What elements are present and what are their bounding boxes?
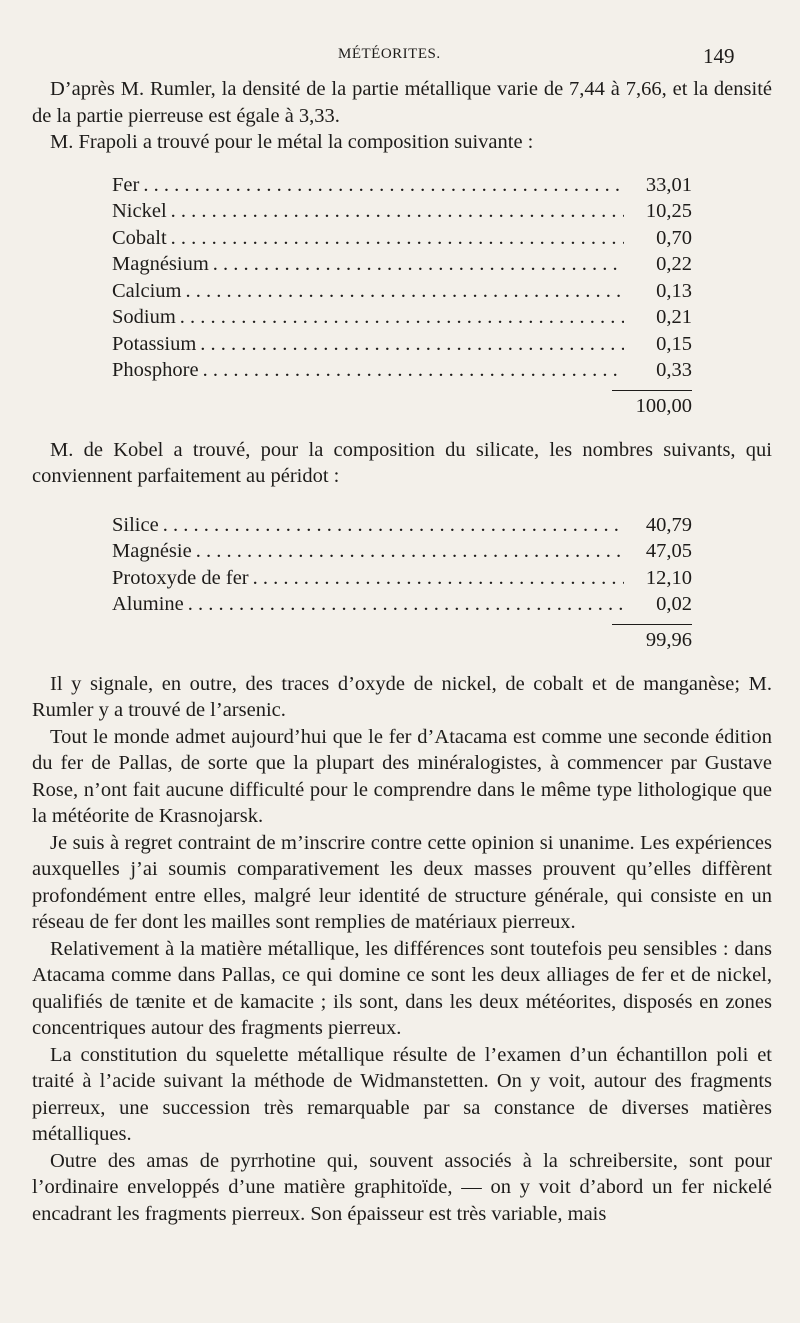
leader-dots [180,304,624,331]
table-total: 99,96 [645,628,692,651]
table-row [112,278,692,305]
leader-dots [171,198,624,225]
element-value: 0,33 [656,359,692,381]
compound-value: 12,10 [645,566,692,589]
compound-value: 0,02 [656,593,692,615]
paragraph: Il y signale, en outre, des traces d’oxyde de nickel, de cobalt et de manganèse; M. Rumler y a trouvé de l’arsenic. [32,672,772,721]
leader-dots [253,565,624,592]
table-row [112,512,692,539]
leader-dots [163,512,624,539]
compound-name: Alumine [112,593,184,615]
table-row [112,538,692,565]
table-row [112,251,692,278]
table-row [112,565,692,592]
element-name: Phosphore [112,359,199,381]
table-row [112,357,692,384]
leader-dots [171,225,624,252]
table-row [112,304,692,331]
element-name: Cobalt [112,226,167,249]
paragraph: Outre des amas de pyrrhotine qui, souvent associés à la schreibersite, sont pour l’ordinaire enveloppés d’une matière graphitoïde, — on y voit d’abord un fer nickelé encadrant les fragments pierreux. Son épaisseur est très variable, mais [32,1149,772,1225]
compound-name: Magnésie [112,540,192,562]
table-total: 100,00 [635,394,692,417]
paragraph: Tout le monde admet aujourd’hui que le fer d’Atacama est comme une seconde édition du fer de Pallas, de sorte que la plupart des minéralogistes, à commencer par Gustave Rose, n’ont fait aucune difficulté pour le comprendre dans le même type lithologique que la météorite de Krasnojarsk. [32,725,772,827]
table-row [112,331,692,358]
element-name: Nickel [112,200,167,222]
leader-dots [213,251,624,278]
table-row [112,198,692,225]
leader-dots [200,331,624,358]
paragraph: Relativement à la matière métallique, les différences sont toutefois peu sensibles : dans Atacama comme dans Pallas, ce qui domine ce sont les deux alliages de fer et de nickel, qualifiés de tænite et de kamacite ; ils sont, dans les deux météorites, disposés en zones concentriques autour des fragments pierreux. [32,937,772,1039]
leader-dots [188,591,624,618]
element-name: Calcium [112,279,182,302]
element-name: Fer [112,173,140,196]
table-row [112,172,692,199]
paragraph: M. Frapoli a trouvé pour le métal la composition suivante : [50,131,534,153]
leader-dots [203,357,624,384]
compound-name: Protoxyde de fer [112,566,249,589]
page-number: 149 [703,44,735,68]
leader-dots [143,172,624,199]
page-body [32,76,772,1227]
leader-dots [185,278,624,305]
element-value: 0,22 [656,253,692,275]
element-name: Potassium [112,332,197,355]
element-name: Sodium [112,306,176,328]
paragraph: M. de Kobel a trouvé, pour la composition du silicate, les nombres suivants, qui conviennent parfaitement au péridot : [32,438,772,487]
element-name: Magnésium [112,253,209,275]
table-row [112,225,692,252]
element-value: 0,21 [656,306,692,328]
leader-dots [196,538,624,565]
compound-value: 40,79 [645,513,692,536]
compound-value: 47,05 [645,540,692,562]
paragraph: Je suis à regret contraint de m’inscrire contre cette opinion si unanime. Les expériences auxquelles j’ai soumis comparativement les deux masses prouvent qu’elles diffèrent profondément entre elles, malgré leur identité de structure générale, qui consiste en un réseau de fer dont les mailles sont remplies de matériaux pierreux. [32,831,772,933]
paragraph: D’après M. Rumler, la densité de la partie métallique varie de 7,44 à 7,66, et la densité de la partie pierreuse est égale à 3,33. [32,78,772,127]
element-value: 10,25 [645,200,692,222]
running-title: MÉTÉORITES. [338,46,441,62]
element-value: 0,15 [656,332,692,355]
compound-name: Silice [112,513,159,536]
metal-composition-table [112,172,692,421]
element-value: 0,13 [656,279,692,302]
table-row [112,591,692,618]
running-header [0,44,800,68]
element-value: 0,70 [656,226,692,249]
element-value: 33,01 [645,173,692,196]
silicate-composition-table [112,512,692,655]
paragraph: La constitution du squelette métallique résulte de l’examen d’un échantillon poli et traité à l’acide suivant la méthode de Widmanstetten. On y voit, autour des fragments pierreux, une succession très remarquable par sa constance de diverses matières métalliques. [32,1043,772,1145]
